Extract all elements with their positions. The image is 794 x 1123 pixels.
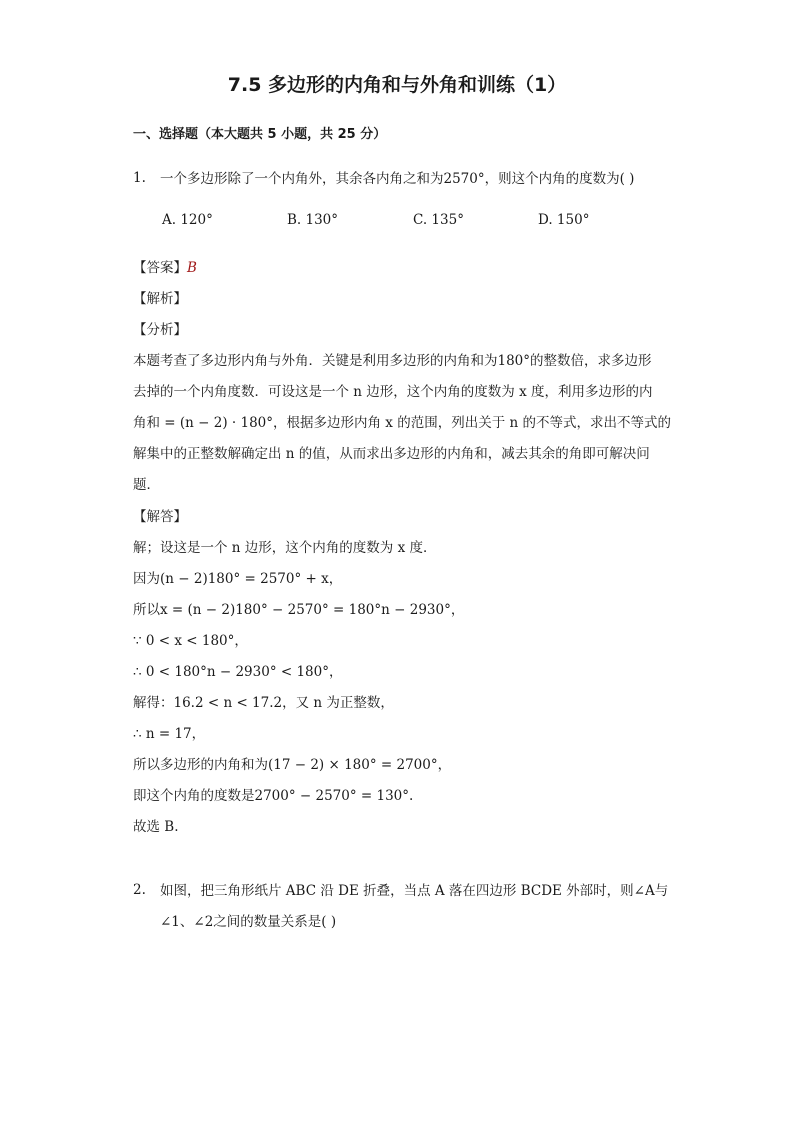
solution-line: ∴ 0 < 180°n − 2930° < 180°， (133, 664, 343, 680)
analysis-line: 本题考查了多边形内角与外角．关键是利用多边形的内角和为180°的整数倍，求多边形 (133, 353, 652, 369)
analysis-line: 角和 = (n − 2) · 180°，根据多边形内角 x 的范围，列出关于 n 的不等式，求出不等式的 (133, 415, 671, 431)
analysis-line: 去掉的一个内角度数．可设这是一个 n 边形，这个内角的度数为 x 度，利用多边形的内 (133, 384, 653, 400)
analysis-line: 解集中的正整数解确定出 n 的值，从而求出多边形的内角和，减去其余的角即可解决问 (133, 446, 650, 462)
answer-row (133, 256, 197, 276)
solution-line: 即这个内角的度数是2700° − 2570° = 130°. (133, 788, 414, 804)
solution-line: 所以x = (n − 2)180° − 2570° = 180°n − 2930°， (133, 602, 465, 618)
page-title: 7.5 多边形的内角和与外角和训练（1） (227, 74, 567, 96)
solution-line: 解；设这是一个 n 边形，这个内角的度数为 x 度． (133, 540, 437, 556)
answer-label: 【答案】 (133, 260, 187, 276)
answer-value: B (187, 260, 197, 276)
section-heading: 一、选择题（本大题共 5 小题，共 25 分） (133, 127, 387, 142)
question-stem: 一个多边形除了一个内角外，其余各内角之和为2570°，则这个内角的度数为( ) (160, 171, 635, 187)
solution-line: 故选 B. (133, 819, 179, 835)
solution-line: 解得：16.2 < n < 17.2，又 n 为正整数， (133, 695, 394, 711)
option-a: A. 120° (162, 212, 213, 228)
solution-line: 所以多边形的内角和为(17 − 2) × 180° = 2700°， (133, 757, 452, 773)
solution-line: ∴ n = 17， (133, 726, 206, 742)
jiexi-label: 【解析】 (133, 291, 187, 307)
analysis-line: 题． (133, 477, 160, 493)
option-c: C. 135° (413, 212, 464, 228)
question-number: 1. (133, 170, 146, 186)
solution-line: 因为(n − 2)180° = 2570° + x， (133, 571, 343, 587)
question-number: 2. (133, 882, 146, 898)
question-stem: 如图，把三角形纸片 ABC 沿 DE 折叠，当点 A 落在四边形 BCDE 外部时，则∠A与 (160, 883, 669, 899)
option-b: B. 130° (287, 212, 339, 228)
solution-line: ∵ 0 < x < 180°， (133, 633, 248, 649)
fenxi-label: 【分析】 (133, 322, 187, 338)
question-stem-continued: ∠1、∠2之间的数量关系是( ) (160, 914, 337, 930)
jieda-label: 【解答】 (133, 509, 187, 525)
option-d: D. 150° (538, 212, 590, 228)
